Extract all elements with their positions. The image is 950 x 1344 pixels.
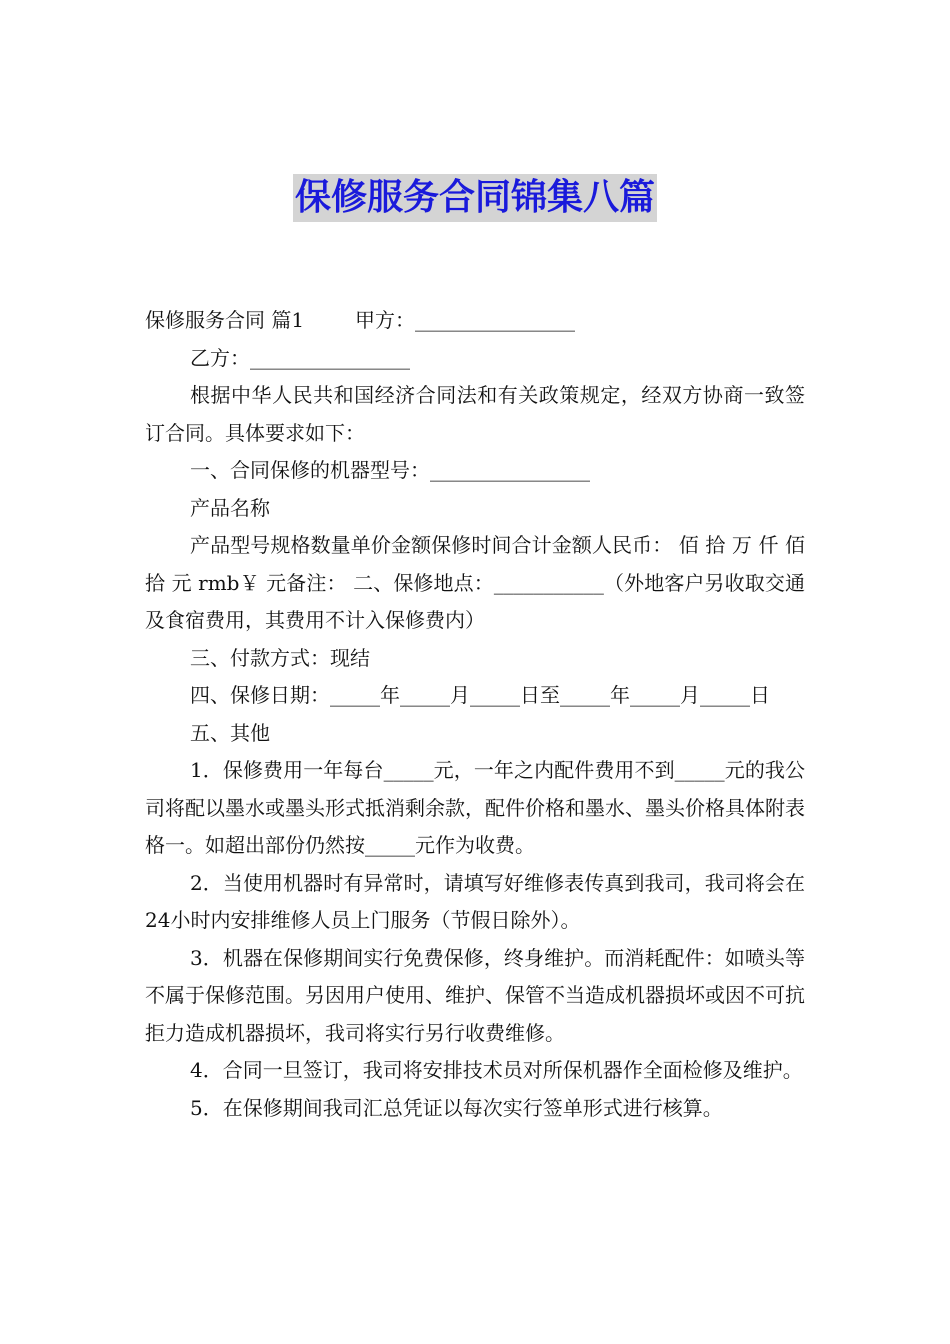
title-block	[0, 174, 950, 222]
paragraph-payment: 三、付款方式：现结	[190, 645, 370, 670]
section-heading: 保修服务合同 篇1	[145, 308, 305, 332]
clause-1: 1．保修费用一年每台_____元，一年之内配件费用不到_____元的我公司将配以墨水或墨头形式抵消剩余款，配件价格和墨水、墨头价格具体附表格一。如超出部份仍然按_____元作为收费。	[145, 758, 805, 857]
party-a-field: 甲方：________________	[354, 308, 575, 332]
party-b-field: 乙方：________________	[190, 345, 410, 370]
paragraph-intro: 根据中华人民共和国经济合同法和有关政策规定，经双方协商一致签订合同。具体要求如下：	[145, 383, 805, 445]
paragraph-warranty-dates: 四、保修日期：_____年_____月_____日至_____年_____月_____日	[190, 683, 770, 707]
clause-2: 2．当使用机器时有异常时，请填写好维修表传真到我司，我司将会在24小时内安排维修人员上门服务（节假日除外）。	[145, 870, 805, 932]
clause-5: 5．在保修期间我司汇总凭证以每次实行签单形式进行核算。	[190, 1095, 723, 1120]
paragraph-other: 五、其他	[190, 720, 270, 745]
paragraph-product-details: 产品型号规格数量单价金额保修时间合计金额人民币： 佰 拾 万 仟 佰 拾 元 rmb￥ 元备注： 二、保修地点：___________（外地客户另收取交通及食宿费用，其费用不计入保修费内）	[145, 533, 805, 632]
paragraph-product-name: 产品名称	[190, 495, 270, 520]
paragraph-model: 一、合同保修的机器型号：________________	[190, 458, 590, 482]
clause-4: 4．合同一旦签订，我司将安排技术员对所保机器作全面检修及维护。	[190, 1058, 803, 1082]
clause-3: 3．机器在保修期间实行免费保修，终身维护。而消耗配件：如喷头等不属于保修范围。另因用户使用、维护、保管不当造成机器损坏或因不可抗拒力造成机器损坏，我司将实行另行收费维修。	[145, 945, 805, 1045]
section-heading-line	[145, 302, 805, 340]
document-title: 保修服务合同锦集八篇	[293, 174, 657, 222]
document-body	[145, 302, 805, 1127]
